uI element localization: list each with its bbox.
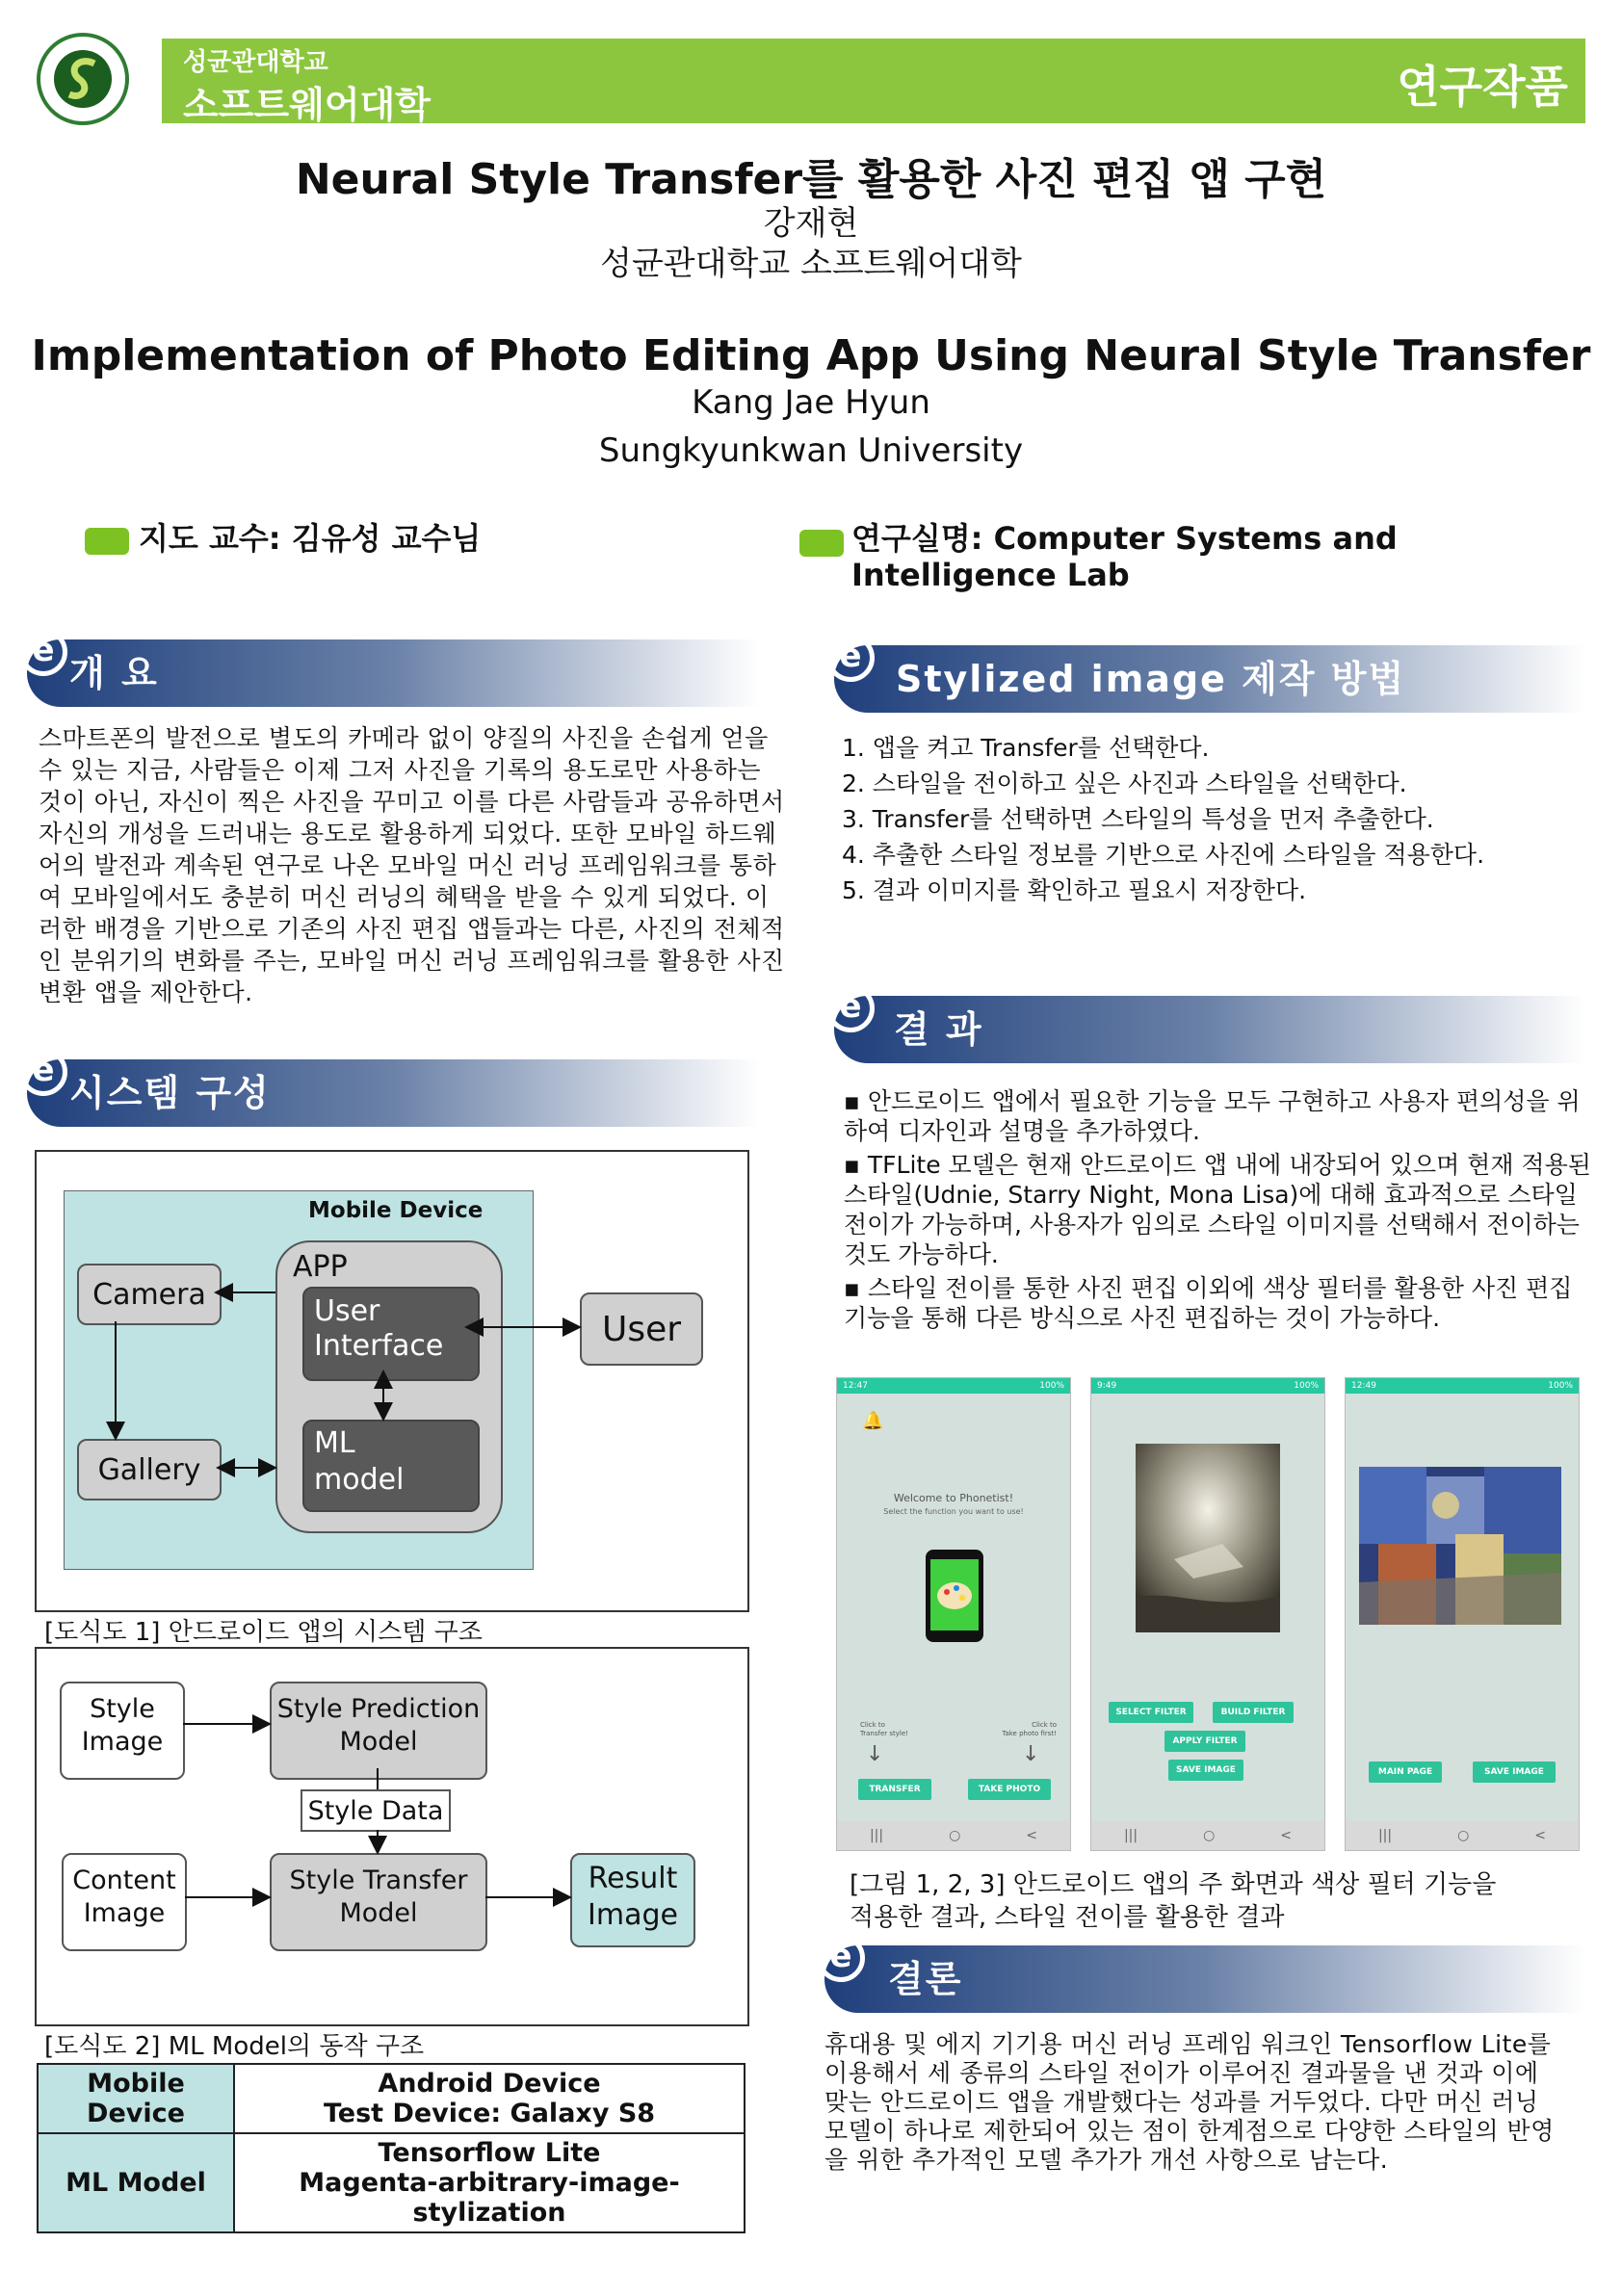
author-english: Kang Jae Hyun	[692, 383, 930, 422]
ml-model-label-2: model	[314, 1463, 405, 1497]
list-item: ▪ 스타일 전이를 통한 사진 편집 이외에 색상 필터를 활용한 사진 편집 기능을 통해 다른 방식으로 사진 편집하는 것이 가능하다.	[844, 1274, 1573, 1332]
method-steps	[842, 730, 1593, 908]
take-photo-button[interactable]: TAKE PHOTO	[968, 1779, 1051, 1800]
table-cell	[234, 2064, 745, 2133]
header-college: 소프트웨어대학	[183, 84, 431, 126]
spec-table	[37, 2063, 746, 2233]
e-logo-icon: e	[826, 984, 875, 1032]
status-bar	[1091, 1378, 1324, 1394]
build-filter-button[interactable]: BUILD FILTER	[1213, 1702, 1294, 1723]
hint-left	[860, 1721, 908, 1738]
status-bar	[1346, 1378, 1579, 1394]
save-image-button[interactable]: SAVE IMAGE	[1168, 1760, 1243, 1781]
list-item: ▪ TFLite 모델은 현재 안드로이드 앱 내에 내장되어 있으며 현재 적용된 스타일(Udnie, Starry Night, Mona Lisa)에 대해 효과적으로 스타일 전이가 가능하며, 사용자가 임의로 스타일 이미지를 선택해서 전이하는 것도 가능하다.	[844, 1151, 1591, 1268]
apply-filter-button[interactable]: APPLY FILTER	[1164, 1731, 1245, 1752]
down-arrow-icon: ↓	[866, 1742, 884, 1766]
user-interface-label-1: User	[314, 1294, 380, 1328]
section-title-conclusion: 결론	[888, 1958, 963, 2000]
filtered-photo-image	[1136, 1444, 1280, 1632]
user-interface-label-2: Interface	[314, 1329, 444, 1363]
welcome-subtext: Select the function you want to use!	[883, 1507, 1024, 1516]
e-logo-icon: e	[826, 634, 875, 682]
content-image-label-1: Content	[72, 1866, 176, 1895]
status-time: 9:49	[1097, 1381, 1117, 1391]
table-cell	[234, 2133, 745, 2232]
title-korean: Neural Style Transfer를 활용한 사진 편집 앱 구현	[295, 155, 1327, 204]
battery-text: 100%	[1039, 1381, 1064, 1391]
table-row	[38, 2064, 745, 2133]
nav-bar	[1091, 1821, 1324, 1850]
lab-line-1: 연구실명: Computer Systems and	[851, 520, 1398, 557]
back-button[interactable]: <	[1280, 1828, 1292, 1843]
section-title-system: 시스템 구성	[69, 1072, 271, 1114]
content-image-label-2: Image	[83, 1898, 166, 1928]
advisor-text: 지도 교수: 김유성 교수님	[139, 520, 482, 557]
result-image-label-2: Image	[588, 1898, 678, 1932]
overview-text: 스마트폰의 발전으로 별도의 카메라 없이 양질의 사진을 손쉽게 얻을 수 있는 지금, 사람들은 이제 그저 사진을 기록의 용도로만 사용하는 것이 아닌, 자신이 찍은 사진을 꾸미고 이를 다른 사람들과 공유하면서 자신의 개성을 드러내는 용도로 활용하게 되었다. 또한 모바일 하드웨어의 발전과 계속된 연구로 나온 모바일 머신 러닝 프레임워크를 통하여 모바일에서도 충분히 머신 러닝의 혜택을 받을 수 있게 되었다. 이러한 배경을 기반으로 기존의 사진 편집 앱들과는 다른, 사진의 전체적인 분위기의 변화를 주는, 모바일 머신 러닝 프레임워크를 활용한 사진 변환 앱을 제안한다.	[39, 724, 785, 1006]
user-box: User	[580, 1292, 703, 1366]
section-header-conclusion	[824, 1937, 1585, 2013]
table-value: Android Device	[378, 2069, 601, 2099]
home-button[interactable]: ○	[949, 1828, 961, 1843]
down-arrow-icon: ↓	[1022, 1742, 1040, 1766]
gallery-box: Gallery	[77, 1439, 222, 1500]
status-time: 12:47	[843, 1381, 868, 1391]
table-head-mobile-device: Mobile Device	[38, 2064, 234, 2133]
list-item: 5. 결과 이미지를 확인하고 필요시 저장한다.	[842, 876, 1307, 904]
recent-apps-button[interactable]: |||	[869, 1828, 884, 1843]
diagram1-caption: [도식도 1] 안드로이드 앱의 시스템 구조	[44, 1618, 483, 1647]
table-row	[38, 2133, 745, 2232]
style-image-label-1: Style	[90, 1694, 155, 1724]
phone-screenshot-main	[836, 1377, 1071, 1851]
hint-right-line-2: Take photo first!	[1002, 1730, 1057, 1737]
style-data-box: Style Data	[301, 1789, 451, 1832]
back-button[interactable]: <	[1534, 1828, 1546, 1843]
list-item: ▪ 안드로이드 앱에서 필요한 기능을 모두 구현하고 사용자 편의성을 위하여 디자인과 설명을 추가하였다.	[844, 1087, 1581, 1145]
back-button[interactable]: <	[1026, 1828, 1037, 1843]
list-item: 1. 앱을 켜고 Transfer를 선택한다.	[842, 734, 1210, 762]
result-bullets	[844, 1086, 1595, 1337]
lab-line-2: Intelligence Lab	[851, 557, 1130, 593]
battery-text: 100%	[1294, 1381, 1319, 1391]
title-english: Implementation of Photo Editing App Using Neural Style Transfer	[31, 331, 1591, 380]
conclusion-text: 휴대용 및 에지 기기용 머신 러닝 프레임 워크인 Tensorflow Lite를 이용해서 세 종류의 스타일 전이가 이루어진 결과물을 낸 것과 이에 맞는 안드로이드 앱을 개발했다는 성과를 거두었다. 다만 머신 러닝 모델이 하나로 제한되어 있는 점이 한계점으로 다양한 스타일의 반영을 위한 추가적인 모델 추가가 개선 사항으로 남는다.	[824, 2030, 1555, 2174]
e-logo-icon: e	[19, 1048, 67, 1096]
save-image-button[interactable]: SAVE IMAGE	[1473, 1761, 1556, 1783]
home-button[interactable]: ○	[1457, 1828, 1470, 1843]
table-value: Test Device: Galaxy S8	[323, 2099, 656, 2128]
nav-bar	[837, 1821, 1070, 1850]
hint-right-line-1: Click to	[1032, 1721, 1057, 1729]
status-time: 12:49	[1351, 1381, 1376, 1391]
e-logo-icon: e	[817, 1934, 865, 1982]
affiliation-korean: 성균관대학교 소프트웨어대학	[600, 245, 1022, 283]
select-filter-button[interactable]: SELECT FILTER	[1109, 1702, 1193, 1723]
app-label: APP	[293, 1250, 348, 1284]
result-image-label-1: Result	[588, 1862, 678, 1895]
hint-right	[1002, 1721, 1057, 1738]
diagram2-caption: [도식도 2] ML Model의 동작 구조	[44, 2032, 425, 2061]
table-value: Magenta-arbitrary-image-stylization	[299, 2168, 680, 2228]
main-page-button[interactable]: MAIN PAGE	[1369, 1761, 1442, 1783]
hint-left-line-2: Transfer style!	[860, 1730, 908, 1737]
mobile-device-label: Mobile Device	[308, 1198, 484, 1223]
home-button[interactable]: ○	[1203, 1828, 1216, 1843]
header-category: 연구작품	[1397, 61, 1568, 113]
header-university: 성균관대학교	[183, 48, 328, 77]
affiliation-english: Sungkyunkwan University	[598, 431, 1024, 470]
result-figure-caption: [그림 1, 2, 3] 안드로이드 앱의 주 화면과 색상 필터 기능을 적용한 결과, 스타일 전이를 활용한 결과	[850, 1870, 1497, 1932]
style-transfer-label-1: Style Transfer	[289, 1866, 468, 1895]
table-head-ml-model: ML Model	[38, 2133, 234, 2232]
author-korean: 강재현	[763, 204, 859, 243]
camera-box: Camera	[77, 1264, 222, 1325]
phone-screenshot-stylized	[1345, 1377, 1580, 1851]
section-header-result	[834, 987, 1585, 1063]
list-item: 2. 스타일을 전이하고 싶은 사진과 스타일을 선택한다.	[842, 770, 1407, 797]
style-transfer-label-2: Model	[339, 1898, 418, 1928]
list-item: 3. Transfer를 선택하면 스타일의 특성을 먼저 추출한다.	[842, 805, 1434, 833]
style-image-label-2: Image	[81, 1727, 164, 1757]
hint-left-line-1: Click to	[860, 1721, 885, 1729]
style-prediction-label-2: Model	[339, 1727, 418, 1757]
section-title-method: Stylized image 제작 방법	[896, 658, 1406, 700]
section-header-method	[834, 637, 1585, 713]
welcome-text: Welcome to Phonetist!	[893, 1492, 1014, 1504]
recent-apps-button[interactable]: |||	[1377, 1828, 1393, 1843]
nav-bar	[1346, 1821, 1579, 1850]
style-prediction-label-1: Style Prediction	[276, 1694, 481, 1724]
table-value: Tensorflow Lite	[378, 2138, 601, 2168]
transfer-button[interactable]: TRANSFER	[858, 1779, 931, 1800]
bell-icon: 🔔	[862, 1411, 884, 1431]
phone-palette-icon	[924, 1548, 985, 1644]
status-bar	[837, 1378, 1070, 1394]
e-logo-icon: e	[19, 628, 67, 676]
phone-screenshot-filter	[1090, 1377, 1325, 1851]
battery-text: 100%	[1548, 1381, 1573, 1391]
recent-apps-button[interactable]: |||	[1123, 1828, 1138, 1843]
ml-model-label-1: ML	[314, 1426, 355, 1460]
section-title-overview: 개 요	[69, 652, 159, 694]
stylized-photo-image	[1359, 1467, 1561, 1625]
section-title-result: 결 과	[894, 1008, 983, 1051]
list-item: 4. 추출한 스타일 정보를 기반으로 사진에 스타일을 적용한다.	[842, 841, 1485, 869]
